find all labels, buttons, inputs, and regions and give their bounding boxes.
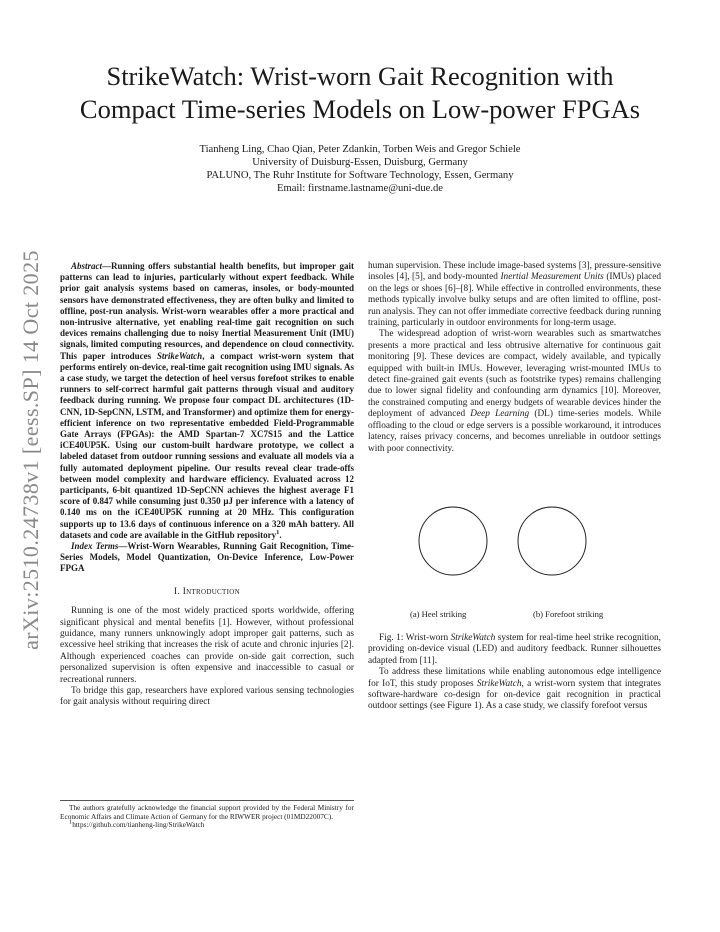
index-terms [60, 541, 354, 575]
abstract-end: . [279, 529, 282, 540]
arxiv-identifier-text: arXiv:2510.24738v1 [eess.SP] 14 Oct 2025 [18, 250, 43, 650]
footnote-url-marker: 1 [69, 818, 73, 826]
affiliation-2: PALUNO, The Ruhr Institute for Software Technology, Essen, Germany [206, 170, 514, 181]
caption-text: Fig. 1: Wrist-worn [379, 632, 451, 643]
index-terms-text: —Wrist-Worn Wearables, Running Gait Recognition, Time-Series Models, Model Quantization, On-Device Inference, Low-Power FPGA [60, 541, 354, 574]
footnote-marker: 1 [276, 528, 280, 536]
subcaption-heel: (a) Heel striking [410, 608, 467, 619]
paper-title [40, 60, 680, 126]
right-p3-text-2: , a wrist-worn system that integrates software-hardware co-design for on-device gait recognition in practical outdoor settings (see Figure 1). As a case study, we classify forefoot versus [368, 678, 661, 712]
title-line-1: StrikeWatch: Wrist-worn Gait Recognition with [106, 61, 614, 91]
abstract-text-2: , a compact wrist-worn system that performs entirely on-device, real-time gait recognition using IMU signals. As a case study, we target the detection of heel versus forefoot strikes to enable runners to self-correct harmful gait patterns through visual and auditory feedback during running. We propose four compact DL architectures (1D-CNN, 1D-SepCNN, LSTM, and Transformer) and optimize them for energy-efficient inference on two representative embedded Field-Programmable Gate Arrays (FPGAs): the AMD Spartan-7 XC7S15 and the Lattice iCE40UP5K. Using our custom-built hardware prototype, we collect a labeled dataset from outdoor running sessions and evaluate all models via a fully automated deployment pipeline. Our results reveal clear trade-offs between model complexity and hardware efficiency. Evaluated across 12 participants, 6-bit quantized 1D-SepCNN achieves the highest average F1 score of 0.847 while consuming just 0.350 μJ per inference with a latency of 0.140 ms on the iCE40UP5K running at 20 MHz. This configuration supports up to 13.6 days of continuous inference on a 320 mAh battery. All datasets and code are available in the GitHub repository [60, 350, 354, 540]
right-p3-emph: StrikeWatch [476, 678, 522, 689]
forefoot-striking-circle [518, 507, 586, 575]
figure-1-caption [368, 633, 661, 667]
left-column [60, 261, 354, 709]
right-p2-text-2: (DL) time-series models. While offloading to the cloud or edge servers is a possible workaround, it introduces latency, raises privacy concerns, and becomes unreliable in outdoor settings with poor connectivity. [368, 409, 661, 454]
caption-text-2: system for real-time heel strike recognition, providing on-device visual (LED) and auditory feedback. Runner silhouettes adapted from [11]. [368, 632, 662, 666]
intro-paragraph-2: To bridge this gap, researchers have explored various sensing technologies for gait analysis without requiring direct [60, 685, 354, 708]
author-block [60, 143, 660, 195]
title-line-2: Compact Time-series Models on Low-power FPGAs [79, 94, 641, 124]
affiliation-1: University of Duisburg-Essen, Duisburg, Germany [252, 157, 468, 168]
section-heading-introduction: I. Introduction [174, 586, 240, 597]
right-p1-text: human supervision. These include image-based systems [3], pressure-sensitive insoles [4], [5], and body-mounted [368, 261, 661, 283]
right-column [368, 261, 661, 713]
right-p2-text: The widespread adoption of wrist-worn wearables such as smartwatches presents a more practical and less obtrusive alternative for continuous gait monitoring [9]. These devices are compact, widely available, and typically equipped with built-in IMUs. However, leveraging wrist-mounted IMUs to detect fine-grained gait events (such as footstrike types) remains challenging due to lower signal fidelity and confounding arm dynamics [10]. Moreover, the constrained computing and energy budgets of wearable devices hinder the deployment of advanced [368, 329, 661, 420]
abstract-text: —Running offers substantial health benefits, but improper gait patterns can lead to injuries, particularly without expert feedback. While prior gait analysis systems based on cameras, insoles, or body-mounted sensors have demonstrated effectiveness, they are often bulky and limited to offline, post-run analysis. Wrist-worn wearables offer a more practical and non-intrusive alternative, yet enabling real-time gait recognition on such devices remains challenging due to noisy Inertial Measurement Unit (IMU) signals, limited computing resources, and dependence on cloud connectivity. This paper introduces [60, 261, 354, 361]
right-paragraph-1 [368, 261, 661, 329]
arxiv-identifier [13, 250, 49, 650]
footnote-funding: The authors gratefully acknowledge the financial support provided by the Federal Ministry for Economic Affairs and Climate Action of Germany for the RIWWER project (01MD22007C). [60, 803, 354, 821]
author-email: Email: firstname.lastname@uni-due.de [277, 183, 443, 194]
right-p3-text: To address these limitations while enabling autonomous edge intelligence for IoT, this study proposes [368, 667, 661, 689]
right-p1-text-2: (IMUs) placed on the legs or shoes [6]–[8]. While effective in controlled environments, these methods typically involve bulky setups and are often limited to offline, post-run analysis. They can not offer immediate corrective feedback during running training, particularly in outdoor environments for long-term usage. [368, 272, 661, 329]
right-p1-emph: Inertial Measurement Units [500, 272, 604, 283]
footnotes [60, 800, 354, 830]
abstract-system-name: StrikeWatch [156, 350, 203, 361]
index-terms-label: Index Terms [71, 541, 119, 552]
footnote-url: https://github.com/tianheng-ling/StrikeWatch [72, 820, 205, 830]
intro-paragraph-1: Running is one of the most widely practiced sports worldwide, offering significant physical and mental benefits [1]. However, without professional guidance, many runners unknowingly adopt improper gait patterns, such as excessive heel striking that increases the risk of acute and chronic injuries [2]. Although experienced coaches can provide on-side gait correction, such personalized supervision is often expensive and inaccessible to casual or recreational runners. [60, 606, 354, 685]
right-paragraph-2 [368, 329, 661, 454]
abstract-label: Abstract [71, 261, 103, 271]
figure-1 [368, 465, 661, 633]
heel-striking-circle [419, 507, 487, 575]
abstract [60, 261, 354, 541]
subcaption-forefoot: (b) Forefoot striking [533, 608, 604, 619]
author-names: Tianheng Ling, Chao Qian, Peter Zdankin, Torben Weis and Gregor Schiele [199, 144, 521, 155]
right-paragraph-3 [368, 667, 661, 713]
footnote-url-line [60, 818, 354, 830]
caption-emph: StrikeWatch [450, 632, 496, 643]
figure-1-graphic [368, 481, 661, 601]
right-p2-emph: Deep Learning [470, 409, 530, 420]
